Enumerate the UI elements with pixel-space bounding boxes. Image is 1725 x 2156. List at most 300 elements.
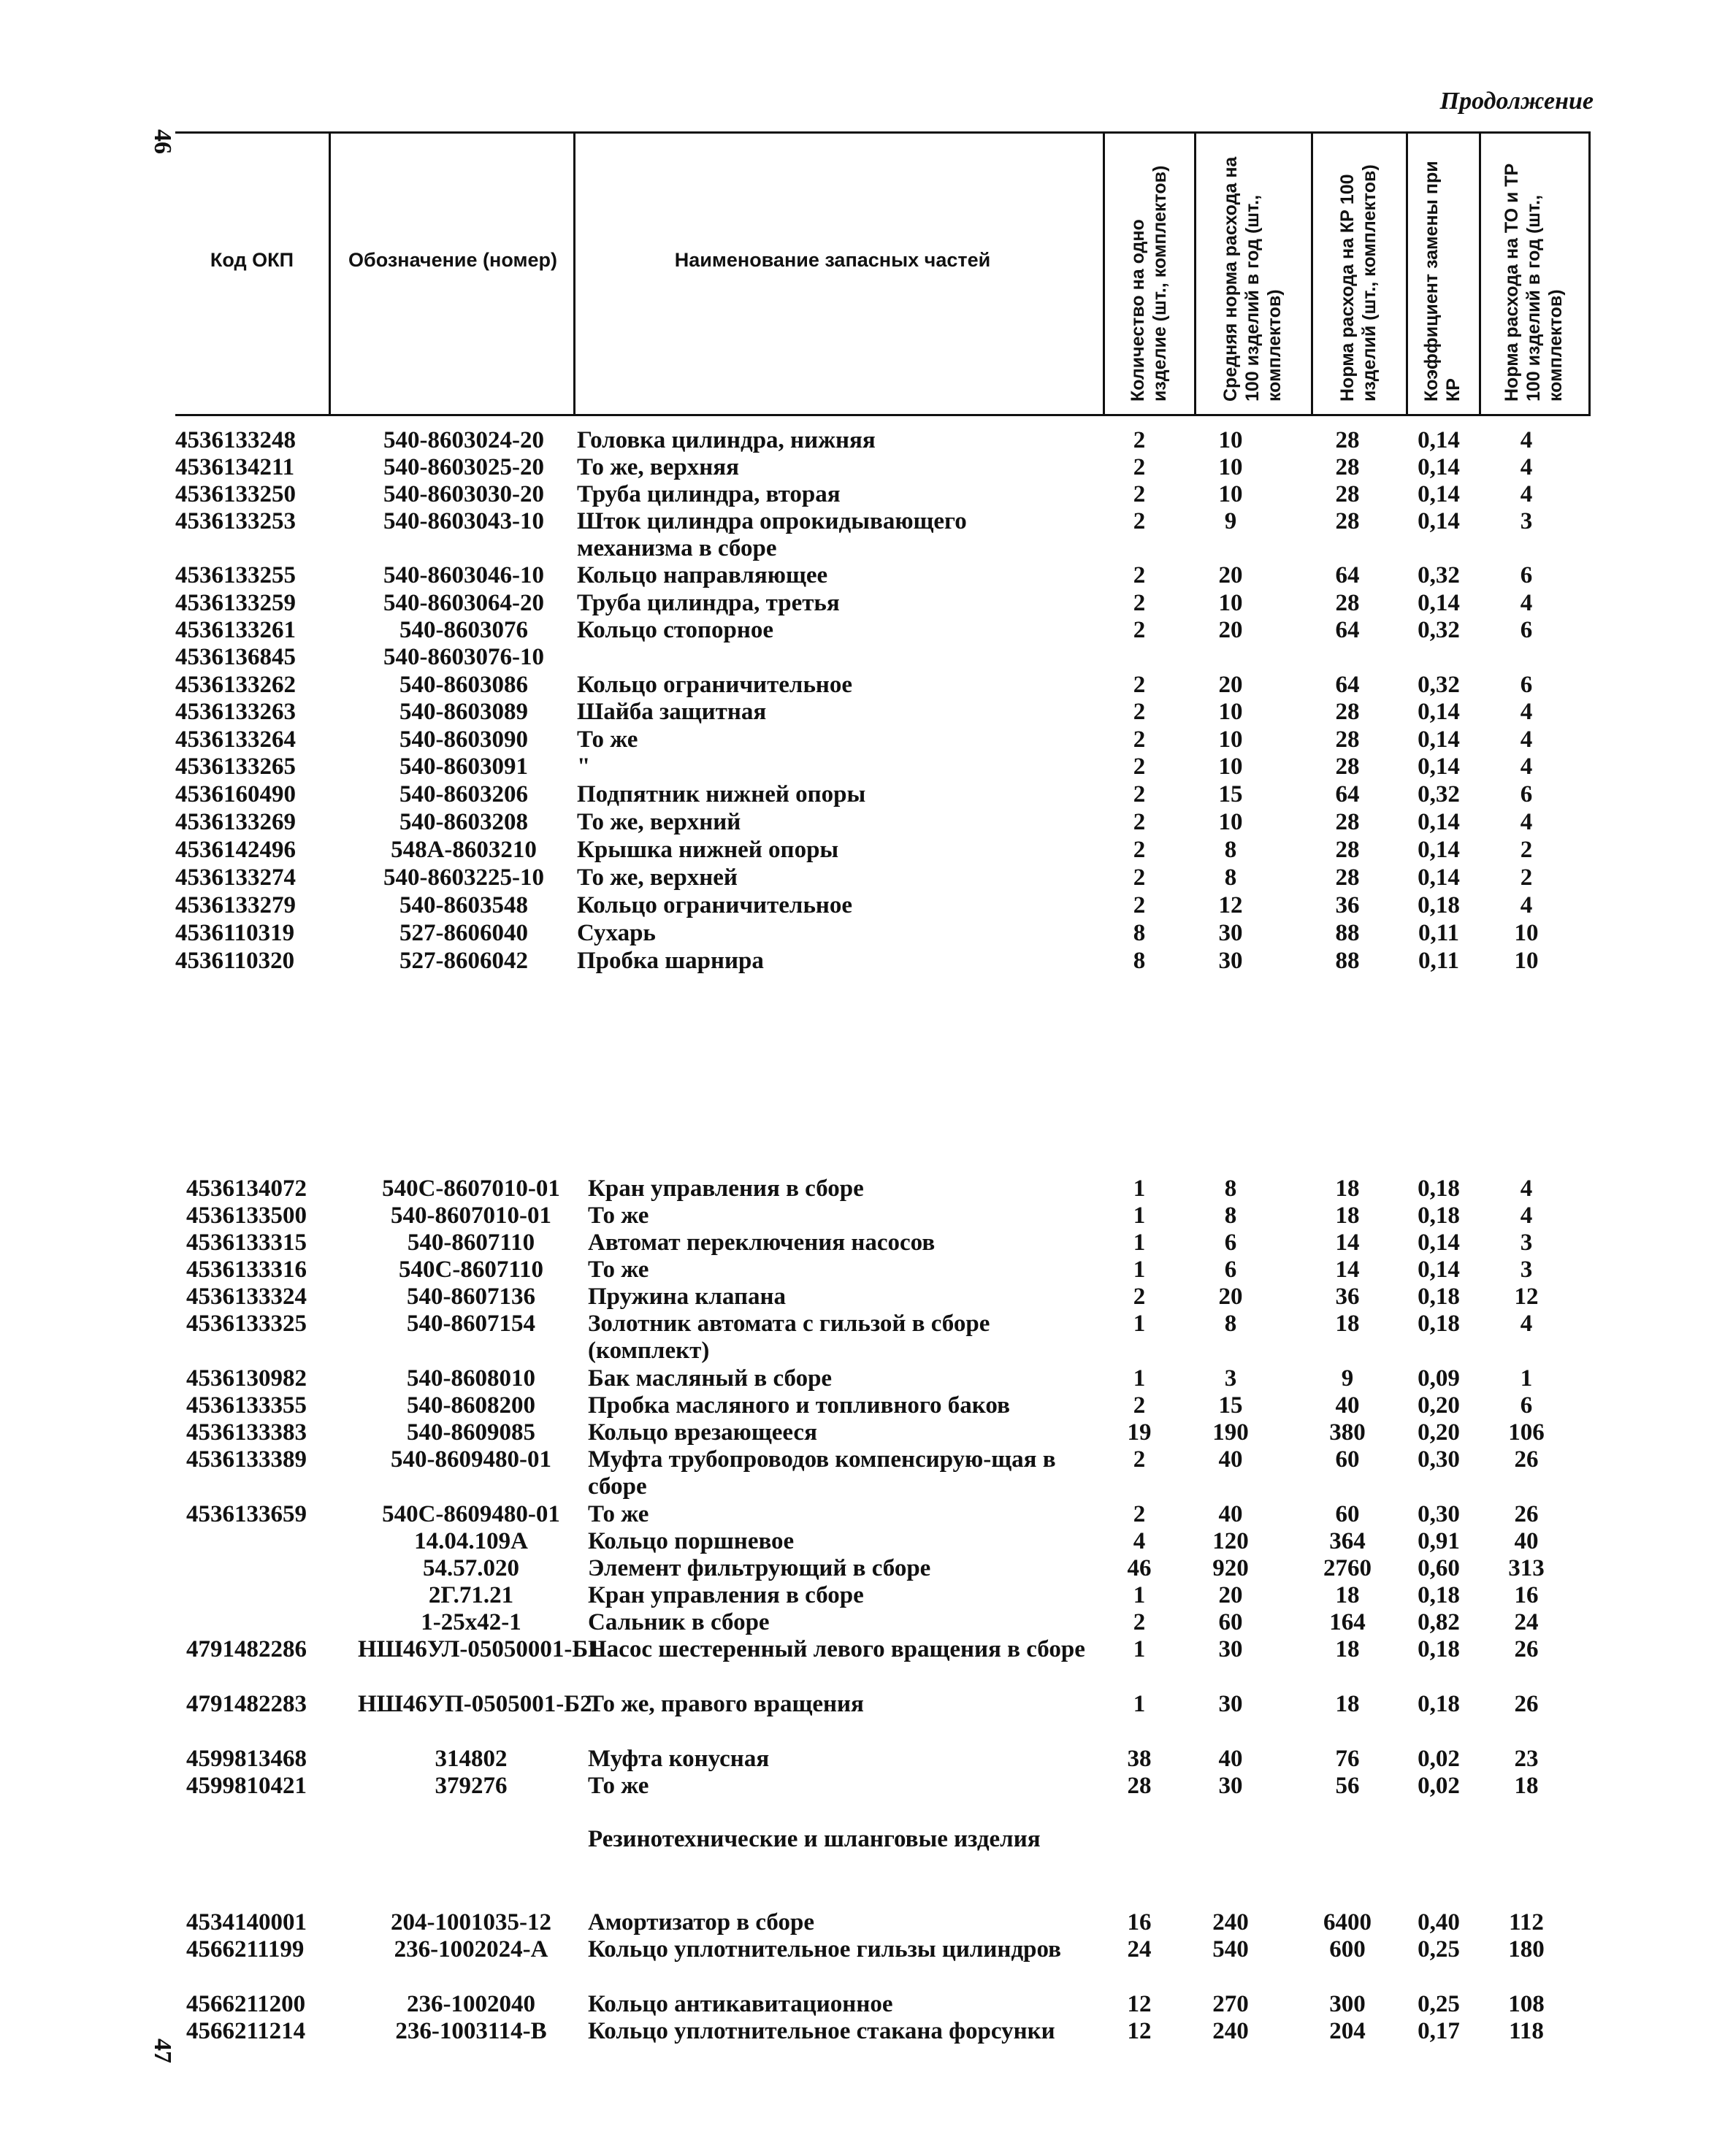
cell-q: 2 [1133, 726, 1146, 753]
cell-c: 0,14 [1418, 454, 1460, 480]
cell-num: 540С-8609480-01 [382, 1501, 560, 1527]
cell-t: 4 [1520, 1175, 1533, 1202]
cell-q: 1 [1133, 1175, 1146, 1202]
cell-name: Бак масляный в сборе [588, 1365, 833, 1392]
cell-code: 4536133261 [175, 617, 296, 643]
cell-a: 20 [1218, 1284, 1243, 1310]
cell-c: 0,02 [1418, 1746, 1460, 1772]
cell-num: 540-8603225-10 [383, 864, 544, 891]
cell-num: НШ46УП-0505001-Б2 [358, 1691, 592, 1717]
cell-k: 64 [1335, 781, 1360, 807]
cell-code: 4536133269 [175, 809, 296, 835]
cell-num: НШ46УЛ-05050001-Б1 [358, 1636, 600, 1662]
cell-code: 4536133265 [175, 753, 296, 780]
cell-q: 2 [1133, 672, 1146, 698]
cell-c: 0,18 [1418, 1582, 1460, 1608]
cell-a: 8 [1224, 1202, 1237, 1229]
cell-k: 14 [1335, 1257, 1360, 1283]
cell-name: То же [588, 1773, 649, 1799]
cell-a: 20 [1218, 1582, 1243, 1608]
cell-name: Кольцо направляющее [577, 562, 828, 588]
cell-a: 30 [1218, 1773, 1243, 1799]
cell-a: 8 [1224, 864, 1237, 891]
header-kr-norm: Норма расхода на КР 100 изделий (шт., комплектов) [1337, 164, 1380, 402]
cell-code: 4791482283 [186, 1691, 307, 1717]
cell-name: Кольцо стопорное [577, 617, 774, 643]
cell-num: 540-8607010-01 [391, 1202, 551, 1229]
cell-a: 30 [1218, 1691, 1243, 1717]
cell-num: 540-8603030-20 [383, 481, 544, 507]
cell-c: 0,18 [1418, 1691, 1460, 1717]
header-name: Наименование запасных частей [674, 249, 991, 271]
cell-a: 15 [1218, 1392, 1243, 1419]
cell-c: 0,14 [1418, 1257, 1460, 1283]
cell-c: 0,14 [1418, 1229, 1460, 1256]
cell-q: 38 [1127, 1746, 1152, 1772]
cell-q: 2 [1133, 454, 1146, 480]
cell-q: 2 [1133, 508, 1146, 534]
cell-a: 6 [1224, 1257, 1237, 1283]
cell-a: 20 [1218, 562, 1243, 588]
cell-t: 10 [1514, 920, 1539, 946]
cell-k: 300 [1329, 1991, 1366, 2017]
cell-c: 0,14 [1418, 864, 1460, 891]
cell-q: 2 [1133, 1284, 1146, 1310]
cell-q: 2 [1133, 427, 1146, 453]
cell-k: 600 [1329, 1936, 1366, 1963]
cell-a: 20 [1218, 672, 1243, 698]
cell-q: 2 [1133, 837, 1146, 863]
cell-num: 527-8606042 [399, 948, 528, 974]
cell-name: Труба цилиндра, вторая [577, 481, 841, 507]
cell-name: Кольцо антикавитационное [588, 1991, 893, 2017]
cell-q: 1 [1133, 1636, 1146, 1662]
cell-num: 540-8603046-10 [383, 562, 544, 588]
cell-num: 540-8603076 [399, 617, 528, 643]
cell-t: 2 [1520, 837, 1533, 863]
cell-t: 26 [1514, 1636, 1539, 1662]
cell-code: 4536130982 [186, 1365, 307, 1392]
cell-q: 1 [1133, 1365, 1146, 1392]
cell-k: 28 [1335, 508, 1360, 534]
cell-q: 2 [1133, 1392, 1146, 1419]
cell-c: 0,18 [1418, 1175, 1460, 1202]
cell-q: 2 [1133, 753, 1146, 780]
cell-a: 30 [1218, 1636, 1243, 1662]
header-avg-norm: Средняя норма расхода на 100 изделий в год (шт., комплектов) [1220, 156, 1285, 402]
cell-num: 548А-8603210 [391, 837, 537, 863]
cell-q: 2 [1133, 1501, 1146, 1527]
cell-q: 2 [1133, 1446, 1146, 1473]
cell-c: 0,18 [1418, 1202, 1460, 1229]
cell-code: 4536133259 [175, 590, 296, 616]
cell-t: 118 [1509, 2018, 1544, 2044]
cell-num: 540-8603206 [399, 781, 528, 807]
cell-q: 2 [1133, 1609, 1146, 1635]
cell-t: 3 [1520, 1257, 1533, 1283]
cell-t: 3 [1520, 1229, 1533, 1256]
cell-name: Кран управления в сборе [588, 1175, 864, 1202]
cell-num: 540-8609085 [407, 1419, 535, 1446]
cell-num: 540С-8607110 [399, 1257, 543, 1283]
cell-name: Элемент фильтрующий в сборе [588, 1555, 931, 1581]
cell-num: 236-1003114-В [395, 2018, 547, 2044]
cell-k: 88 [1335, 920, 1360, 946]
header-qty: Количество на одно изделие (шт., комплектов) [1127, 165, 1170, 402]
cell-code: 4536160490 [175, 781, 296, 807]
cell-c: 0,14 [1418, 699, 1460, 725]
cell-a: 540 [1212, 1936, 1249, 1963]
cell-q: 28 [1127, 1773, 1152, 1799]
cell-code: 4536133659 [186, 1501, 307, 1527]
cell-k: 28 [1335, 837, 1360, 863]
cell-name: Автомат переключения насосов [588, 1229, 936, 1256]
cell-code: 4536134072 [186, 1175, 307, 1202]
cell-k: 28 [1335, 864, 1360, 891]
cell-code: 4536142496 [175, 837, 296, 863]
cell-k: 18 [1335, 1636, 1360, 1662]
cell-c: 0,20 [1418, 1419, 1460, 1446]
cell-code: 4536133264 [175, 726, 296, 753]
cell-t: 6 [1520, 562, 1533, 588]
cell-c: 0,14 [1418, 837, 1460, 863]
cell-num: 1-25х42-1 [421, 1609, 521, 1635]
cell-code: 4566211214 [186, 2018, 306, 2044]
cell-q: 2 [1133, 781, 1146, 807]
cell-k: 76 [1335, 1746, 1360, 1772]
cell-c: 0,82 [1418, 1609, 1460, 1635]
cell-q: 46 [1127, 1555, 1152, 1581]
cell-k: 28 [1335, 481, 1360, 507]
cell-a: 10 [1218, 427, 1243, 453]
cell-t: 112 [1509, 1909, 1544, 1936]
cell-name: То же, правого вращения [588, 1691, 864, 1717]
cell-c: 0,30 [1418, 1446, 1460, 1473]
cell-q: 2 [1133, 892, 1146, 918]
cell-t: 6 [1520, 1392, 1533, 1419]
cell-name: Кран управления в сборе [588, 1582, 864, 1608]
cell-a: 270 [1212, 1991, 1249, 2017]
header-code: Код ОКП [210, 249, 294, 271]
cell-code: 4536133316 [186, 1257, 307, 1283]
cell-q: 2 [1133, 590, 1146, 616]
cell-q: 2 [1133, 809, 1146, 835]
cell-q: 1 [1133, 1691, 1146, 1717]
cell-k: 64 [1335, 617, 1360, 643]
cell-q: 16 [1127, 1909, 1152, 1936]
cell-name: Кольцо ограничительное [577, 672, 853, 698]
cell-t: 40 [1514, 1528, 1539, 1554]
cell-a: 30 [1218, 920, 1243, 946]
cell-q: 2 [1133, 617, 1146, 643]
cell-t: 108 [1508, 1991, 1545, 2017]
cell-c: 0,32 [1418, 562, 1460, 588]
cell-a: 40 [1218, 1501, 1243, 1527]
cell-c: 0,18 [1418, 892, 1460, 918]
cell-name: Подпятник нижней опоры [577, 781, 866, 807]
header-coef: Коэффициент замены при КР [1421, 161, 1464, 402]
cell-name: То же [588, 1257, 649, 1283]
cell-num: 540-8603076-10 [383, 644, 544, 670]
cell-k: 364 [1329, 1528, 1366, 1554]
cell-a: 8 [1224, 1175, 1237, 1202]
cell-k: 18 [1335, 1202, 1360, 1229]
cell-num: 540-8603025-20 [383, 454, 544, 480]
cell-q: 8 [1133, 920, 1146, 946]
cell-k: 6400 [1323, 1909, 1372, 1936]
cell-code: 4536133389 [186, 1446, 307, 1473]
cell-c: 0,20 [1418, 1392, 1460, 1419]
cell-a: 10 [1218, 481, 1243, 507]
cell-c: 0,02 [1418, 1773, 1460, 1799]
cell-q: 2 [1133, 699, 1146, 725]
cell-a: 10 [1218, 590, 1243, 616]
cell-q: 1 [1133, 1582, 1146, 1608]
cell-name: То же [588, 1501, 649, 1527]
cell-c: 0,40 [1418, 1909, 1460, 1936]
cell-code: 4599813468 [186, 1746, 307, 1772]
cell-num: 527-8606040 [399, 920, 528, 946]
cell-code: 4791482286 [186, 1636, 307, 1662]
cell-c: 0,09 [1418, 1365, 1460, 1392]
cell-a: 3 [1224, 1365, 1237, 1392]
cell-k: 28 [1335, 427, 1360, 453]
cell-t: 180 [1508, 1936, 1545, 1963]
cell-c: 0,14 [1418, 590, 1460, 616]
cell-t: 4 [1520, 726, 1533, 753]
cell-c: 0,11 [1418, 920, 1459, 946]
cell-k: 60 [1335, 1501, 1360, 1527]
cell-name: Труба цилиндра, третья [577, 590, 840, 616]
cell-c: 0,18 [1418, 1311, 1460, 1337]
cell-name: Муфта конусная [588, 1746, 770, 1772]
cell-t: 26 [1514, 1446, 1539, 1473]
cell-name: " [577, 753, 591, 780]
cell-a: 10 [1218, 753, 1243, 780]
cell-c: 0,32 [1418, 672, 1460, 698]
cell-k: 18 [1335, 1311, 1360, 1337]
cell-num: 540-8607110 [407, 1229, 535, 1256]
cell-name: То же, верхний [577, 809, 741, 835]
cell-t: 23 [1514, 1746, 1539, 1772]
cell-num: 14.04.109А [414, 1528, 528, 1554]
cell-a: 920 [1212, 1555, 1249, 1581]
cell-a: 10 [1218, 699, 1243, 725]
cell-code: 4536110320 [175, 948, 295, 974]
cell-t: 1 [1520, 1365, 1533, 1392]
cell-t: 313 [1508, 1555, 1545, 1581]
cell-a: 190 [1212, 1419, 1249, 1446]
cell-num: 540С-8607010-01 [382, 1175, 560, 1202]
cell-a: 8 [1224, 1311, 1237, 1337]
cell-q: 2 [1133, 562, 1146, 588]
cell-q: 12 [1127, 2018, 1152, 2044]
cell-num: 379276 [435, 1773, 508, 1799]
cell-num: 540-8607154 [407, 1311, 535, 1337]
cell-c: 0,30 [1418, 1501, 1460, 1527]
cell-t: 26 [1514, 1691, 1539, 1717]
cell-a: 40 [1218, 1746, 1243, 1772]
cell-num: 540-8608010 [407, 1365, 535, 1392]
cell-k: 28 [1335, 590, 1360, 616]
header-to-norm: Норма расхода на ТО и ТР 100 изделий в год (шт., комплектов) [1502, 163, 1566, 402]
cell-name: Кольцо уплотнительное стакана форсунки [588, 2018, 1055, 2044]
cell-c: 0,17 [1418, 2018, 1460, 2044]
cell-name: Головка цилиндра, нижняя [577, 427, 876, 453]
cell-name: Кольцо поршневое [588, 1528, 795, 1554]
cell-c: 0,18 [1418, 1636, 1460, 1662]
cell-c: 0,14 [1418, 753, 1460, 780]
cell-num: 540-8603089 [399, 699, 528, 725]
page-number-left: 46 [149, 129, 176, 154]
cell-t: 10 [1514, 948, 1539, 974]
cell-num: 540-8603086 [399, 672, 528, 698]
cell-k: 88 [1335, 948, 1360, 974]
cell-a: 6 [1224, 1229, 1237, 1256]
cell-code: 4536110319 [175, 920, 295, 946]
cell-name: Амортизатор в сборе [588, 1909, 814, 1936]
cell-a: 12 [1218, 892, 1243, 918]
cell-q: 1 [1133, 1229, 1146, 1256]
cell-code: 4536133253 [175, 508, 296, 534]
cell-k: 40 [1335, 1392, 1360, 1419]
cell-num: 204-1001035-12 [391, 1909, 551, 1936]
cell-name: Пробка шарнира [577, 948, 764, 974]
cell-t: 4 [1520, 454, 1533, 480]
cell-num: 540-8603064-20 [383, 590, 544, 616]
cell-t: 106 [1508, 1419, 1545, 1446]
cell-k: 18 [1335, 1175, 1360, 1202]
cell-a: 10 [1218, 726, 1243, 753]
cell-name: Кольцо уплотнительное гильзы цилиндров [588, 1936, 1061, 1963]
cell-name: Муфта трубопроводов компенсирую-щая в сборе [588, 1446, 1056, 1500]
cell-num: 540-8609480-01 [391, 1446, 551, 1473]
cell-t: 6 [1520, 617, 1533, 643]
cell-a: 15 [1218, 781, 1243, 807]
cell-a: 240 [1212, 2018, 1249, 2044]
cell-code: 4536133325 [186, 1311, 307, 1337]
cell-k: 18 [1335, 1582, 1360, 1608]
cell-name: То же [577, 726, 638, 753]
cell-code: 4536134211 [175, 454, 295, 480]
cell-k: 28 [1335, 753, 1360, 780]
cell-k: 36 [1335, 892, 1360, 918]
cell-c: 0,25 [1418, 1991, 1460, 2017]
cell-c: 0,32 [1418, 781, 1460, 807]
cell-a: 40 [1218, 1446, 1243, 1473]
cell-code: 4536133279 [175, 892, 296, 918]
cell-k: 36 [1335, 1284, 1360, 1310]
cell-k: 9 [1341, 1365, 1354, 1392]
cell-num: 540-8607136 [407, 1284, 535, 1310]
cell-t: 4 [1520, 481, 1533, 507]
cell-a: 60 [1218, 1609, 1243, 1635]
cell-code: 4536136845 [175, 644, 296, 670]
cell-num: 236-1002040 [407, 1991, 535, 2017]
cell-t: 16 [1514, 1582, 1539, 1608]
cell-t: 4 [1520, 809, 1533, 835]
cell-c: 0,14 [1418, 809, 1460, 835]
cell-code: 4536133255 [175, 562, 296, 588]
table-header [175, 131, 1588, 416]
cell-t: 26 [1514, 1501, 1539, 1527]
cell-c: 0,14 [1418, 481, 1460, 507]
cell-num: 540-8603091 [399, 753, 528, 780]
cell-k: 204 [1329, 2018, 1366, 2044]
cell-t: 2 [1520, 864, 1533, 891]
cell-name: Шток цилиндра опрокидывающего механизма в сборе [577, 508, 967, 561]
cell-t: 6 [1520, 672, 1533, 698]
cell-a: 20 [1218, 617, 1243, 643]
cell-a: 9 [1224, 508, 1237, 534]
cell-t: 12 [1514, 1284, 1539, 1310]
cell-q: 1 [1133, 1311, 1146, 1337]
cell-code: 4536133383 [186, 1419, 307, 1446]
cell-c: 0,18 [1418, 1284, 1460, 1310]
cell-num: 540-8603548 [399, 892, 528, 918]
cell-k: 2760 [1323, 1555, 1372, 1581]
cell-name: Золотник автомата с гильзой в сборе (комплект) [588, 1311, 990, 1364]
cell-t: 24 [1514, 1609, 1539, 1635]
cell-name: Крышка нижней опоры [577, 837, 839, 863]
cell-a: 30 [1218, 948, 1243, 974]
cell-name: Насос шестеренный левого вращения в сборе [588, 1636, 1085, 1662]
cell-num: 54.57.020 [423, 1555, 519, 1581]
cell-code: 4566211199 [186, 1936, 305, 1963]
cell-k: 64 [1335, 672, 1360, 698]
cell-t: 4 [1520, 753, 1533, 780]
cell-code: 4536133324 [186, 1284, 307, 1310]
cell-k: 56 [1335, 1773, 1360, 1799]
cell-num: 540-8603208 [399, 809, 528, 835]
cell-name: То же, верхней [577, 864, 738, 891]
cell-c: 0,60 [1418, 1555, 1460, 1581]
cell-code: 4536133315 [186, 1229, 307, 1256]
cell-num: 540-8603043-10 [383, 508, 544, 534]
cell-code: 4536133500 [186, 1202, 307, 1229]
cell-code: 4536133355 [186, 1392, 307, 1419]
cell-t: 4 [1520, 590, 1533, 616]
cell-name: Пробка масляного и топливного баков [588, 1392, 1010, 1419]
cell-code: 4536133262 [175, 672, 296, 698]
page-number-right: 47 [149, 2038, 176, 2063]
continued-label: Продолжение [1439, 88, 1594, 115]
cell-c: 0,14 [1418, 427, 1460, 453]
cell-num: 2Г.71.21 [428, 1582, 514, 1608]
cell-num: 540-8603090 [399, 726, 528, 753]
cell-q: 12 [1127, 1991, 1152, 2017]
cell-q: 24 [1127, 1936, 1152, 1963]
cell-num: 236-1002024-А [394, 1936, 548, 1963]
cell-q: 4 [1133, 1528, 1146, 1554]
cell-k: 60 [1335, 1446, 1360, 1473]
cell-name: Кольцо врезающееся [588, 1419, 817, 1446]
cell-k: 18 [1335, 1691, 1360, 1717]
cell-name: То же [588, 1202, 649, 1229]
cell-q: 2 [1133, 481, 1146, 507]
cell-a: 8 [1224, 837, 1237, 863]
cell-code: 4536133274 [175, 864, 296, 891]
cell-q: 8 [1133, 948, 1146, 974]
cell-t: 4 [1520, 1202, 1533, 1229]
cell-code: 4536133263 [175, 699, 296, 725]
section-title: Резинотехнические и шланговые изделия [588, 1826, 1041, 1852]
cell-a: 10 [1218, 454, 1243, 480]
cell-k: 28 [1335, 809, 1360, 835]
cell-q: 2 [1133, 864, 1146, 891]
cell-code: 4534140001 [186, 1909, 307, 1936]
cell-c: 0,25 [1418, 1936, 1460, 1963]
